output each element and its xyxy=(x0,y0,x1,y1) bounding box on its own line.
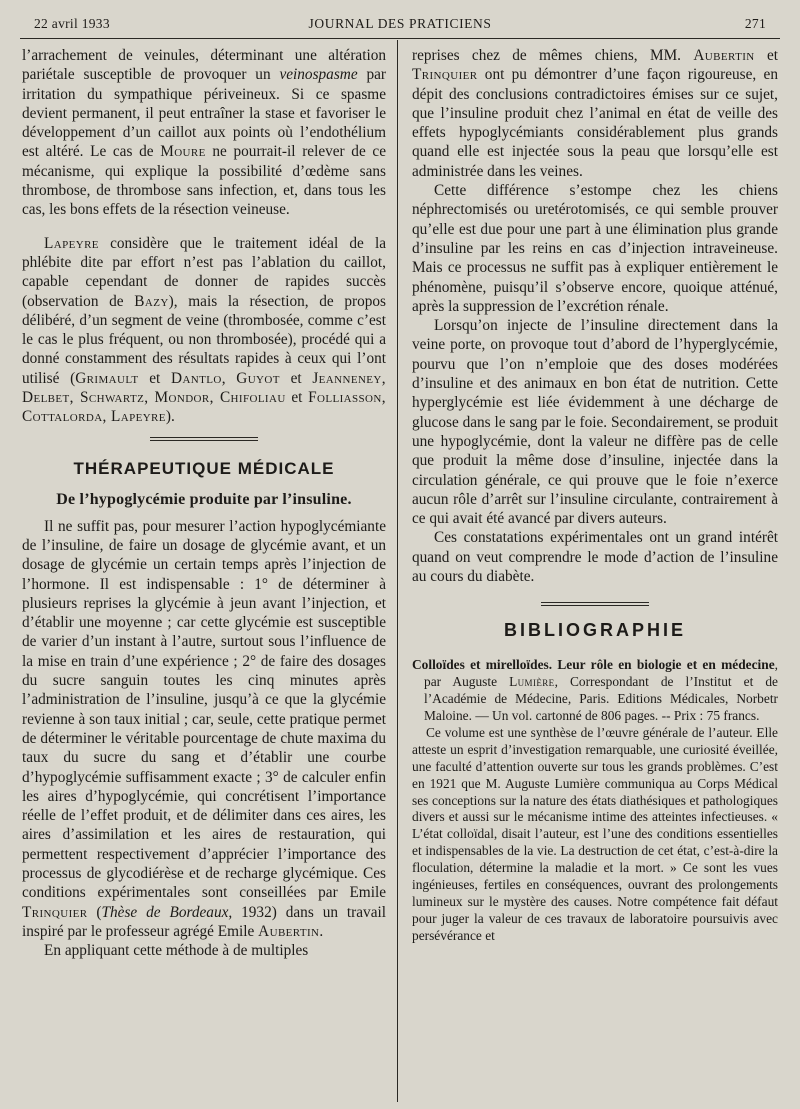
column-divider xyxy=(397,40,398,1102)
right-column xyxy=(412,46,778,945)
right-paragraph-1: reprises chez de mêmes chiens, MM. Aubertin et Trinquier ont pu démontrer d’une façon rigoureuse, en dépit des conclusions contradictoires émises sur ce sujet, que l’insuline produit chez l’animal en état de veille des effets hypoglycémiants considérablement plus grands quand elle est injectée sous la peau que lorsqu’elle est administrée dans les veines. xyxy=(412,47,778,180)
right-paragraph-3: Lorsqu’on injecte de l’insuline directement dans la veine porte, on provoque tout d’abord de l’hyperglycémie, pourvu que l’on n’emploie que des doses modérées d’insuline et des animaux en bon état de nutrition. Cette hyperglycémie est liée évidemment à une décharge de glucose dans le sang par le foie. Secondairement, se produit une hypoglycémie, dont la valeur ne diffère pas de celle que produit la même dose d’insuline, injectée dans la circulation générale, ce qui prouve que le foie n’exerce aucun rôle d’arrêt sur l’insuline circulante, contrairement à ce qui avait été avancé par divers auteurs. xyxy=(412,317,778,528)
left-paragraph-3: Il ne suffit pas, pour mesurer l’action hypoglycémiante de l’insuline, de faire un dosage de glycémie avant, et un dosage de glycémie un certain temps après l’injection de l’hormone. Il est indispensable : 1° de déterminer à plusieurs reprises la glycémie à jeun avant l’injection, et d’établir une moyenne ; car cette glycémie est susceptible de varier d’un instant à l’autre, surtout sous l’influence de la mise en train d’une expérience ; 2° de faire des dosages du sucre sanguin toutes les cinq minutes après l’administration de l’insuline, jusqu’à ce que la glycémie revienne à son taux initial ; car, seule, cette pratique permet de déterminer le véritable pourcentage de chute maxima du taux du sucre du sang et d’établir une courbe d’hypoglycémie suffisamment exacte ; 3° de calculer enfin les aires d’hypoglycémie, qui concrétisent l’importance réelle de l’effet produit, et de délimiter dans ces aires, les aires d’assimilation et les aires de restauration, qui permettent respectivement d’apprécier l’importance des processus de glycodiérèse et de recharge glycémique. Ces conditions expérimentales sont conseillées par Emile Trinquier (Thèse de Bordeaux, 1932) dans un travail inspiré par le professeur agrégé Emile Aubertin. xyxy=(22,517,386,940)
header-rule xyxy=(20,38,780,39)
book-title: Colloïdes et mirelloïdes. Leur rôle en biologie et en médecine xyxy=(412,657,775,673)
term-veinospasme: veinospasme xyxy=(279,66,358,84)
author-aubertin: Aubertin xyxy=(258,922,320,940)
section-title-therapeutique: THÉRAPEUTIQUE MÉDICALE xyxy=(73,458,335,478)
left-paragraph-2: Lapeyre considère que le traitement idéal de la phlébite dite par effort n’est pas l’ablation du caillot, capable cependant de donner de rapides succès (observation de Bazy), mais la résection, de propos délibéré, d’un segment de veine (thrombosée, comme c’est le cas le plus fréquent, ou non thrombosée), procédé qui a donné constamment des résultats rapides à ceux qui l’ont utilisé (Grimault et Dantlo, Guyot et Jeanneney, Delbet, Schwartz, Mondor, Chifoliau et Folliasson, Cottalorda, Lapeyre). xyxy=(22,234,386,426)
left-paragraph-4: En appliquant cette méthode à de multiples xyxy=(44,942,309,960)
bibliography-review: Ce volume est une synthèse de l’œuvre générale de l’auteur. Elle atteste un esprit d’investigation remarquable, une curiosité éveillée, une faculté d’attention ouverte sur tous les grands problèmes. C’est en 1921 que M. Auguste Lumière communiqua au Corps Médical ses conceptions sur la nature des états diathésiques et pathologiques divers et aussi sur le mécanisme intime des atteintes infectieuses. « L’état colloïdal, disait l’auteur, est l’une des conditions essentielles et indispensables de la vie. La destruction de cet état, c’est-à-dire la floculation, détermine la maladie et la mort. » Ce sont les vues ingénieuses, fertiles en conséquences, ouvrant des prolongements lumineux sur le mystère des causes. Notre compétence fait défaut pour juger la valeur de ces travaux de laboratoire poursuivis avec persévérance et xyxy=(412,724,778,943)
book-author: Lumière xyxy=(509,674,555,690)
author-trinquier: Trinquier xyxy=(22,903,88,921)
section-separator xyxy=(541,602,649,606)
section-separator xyxy=(150,437,258,441)
author-bazy: Bazy xyxy=(134,292,169,310)
bibliography-reference: Colloïdes et mirelloïdes. Leur rôle en biologie et en médecine, par Auguste Lumière, Correspondant de l’Institut et de l’Académie de Médecine, Paris. Editions Médicales, Norbetr Maloine. — Un vol. cartonné de 806 pages. -- Prix : 75 francs. xyxy=(412,657,779,724)
left-paragraph-1: l’arrachement de veinules, déterminant une altération pariétale susceptible de provoquer un veinospasme par irritation du sympathique périveineux. Si ce spasme devient permanent, il peut entraîner la stase et favoriser le développement d’un caillot aux points où l’endothélium est altéré. Le cas de Moure ne pourrait-il relever de ce mécanisme, qui explique la possibilité d’œdème sans thrombose, de thrombose sans infection, et, dans tous les cas, les bons effets de la résection veineuse. xyxy=(22,47,386,219)
right-paragraph-2: Cette différence s’estompe chez les chiens néphrectomisés ou uretérotomisés, ce qui semble prouver qu’elle est due pour une part à une élimination plus grande d’insuline par les reins en cas d’injection intraveineuse. Mais ce processus ne suffit pas à expliquer entièrement le phénomène, puisqu’il s’observe encore, quoique atténué, après la suppression de l’excrétion rénale. xyxy=(412,182,778,315)
page-number: 271 xyxy=(744,16,766,31)
journal-title: JOURNAL DES PRATICIENS xyxy=(308,16,492,31)
issue-date: 22 avril 1933 xyxy=(34,16,110,31)
section-title-bibliographie: BIBLIOGRAPHIE xyxy=(503,620,686,641)
author-lapeyre: Lapeyre xyxy=(44,234,99,252)
thesis-reference: Thèse de Bordeaux, xyxy=(101,903,233,921)
author-moure: Moure xyxy=(160,143,206,161)
right-paragraph-4: Ces constatations expérimentales ont un grand intérêt quand on veut comprendre le mode d’action de l’insuline au cours du diabète. xyxy=(412,529,778,586)
article-subtitle: De l’hypoglycémie produite par l’insuline. xyxy=(56,490,352,508)
left-column xyxy=(22,46,386,960)
page-header xyxy=(22,14,778,34)
